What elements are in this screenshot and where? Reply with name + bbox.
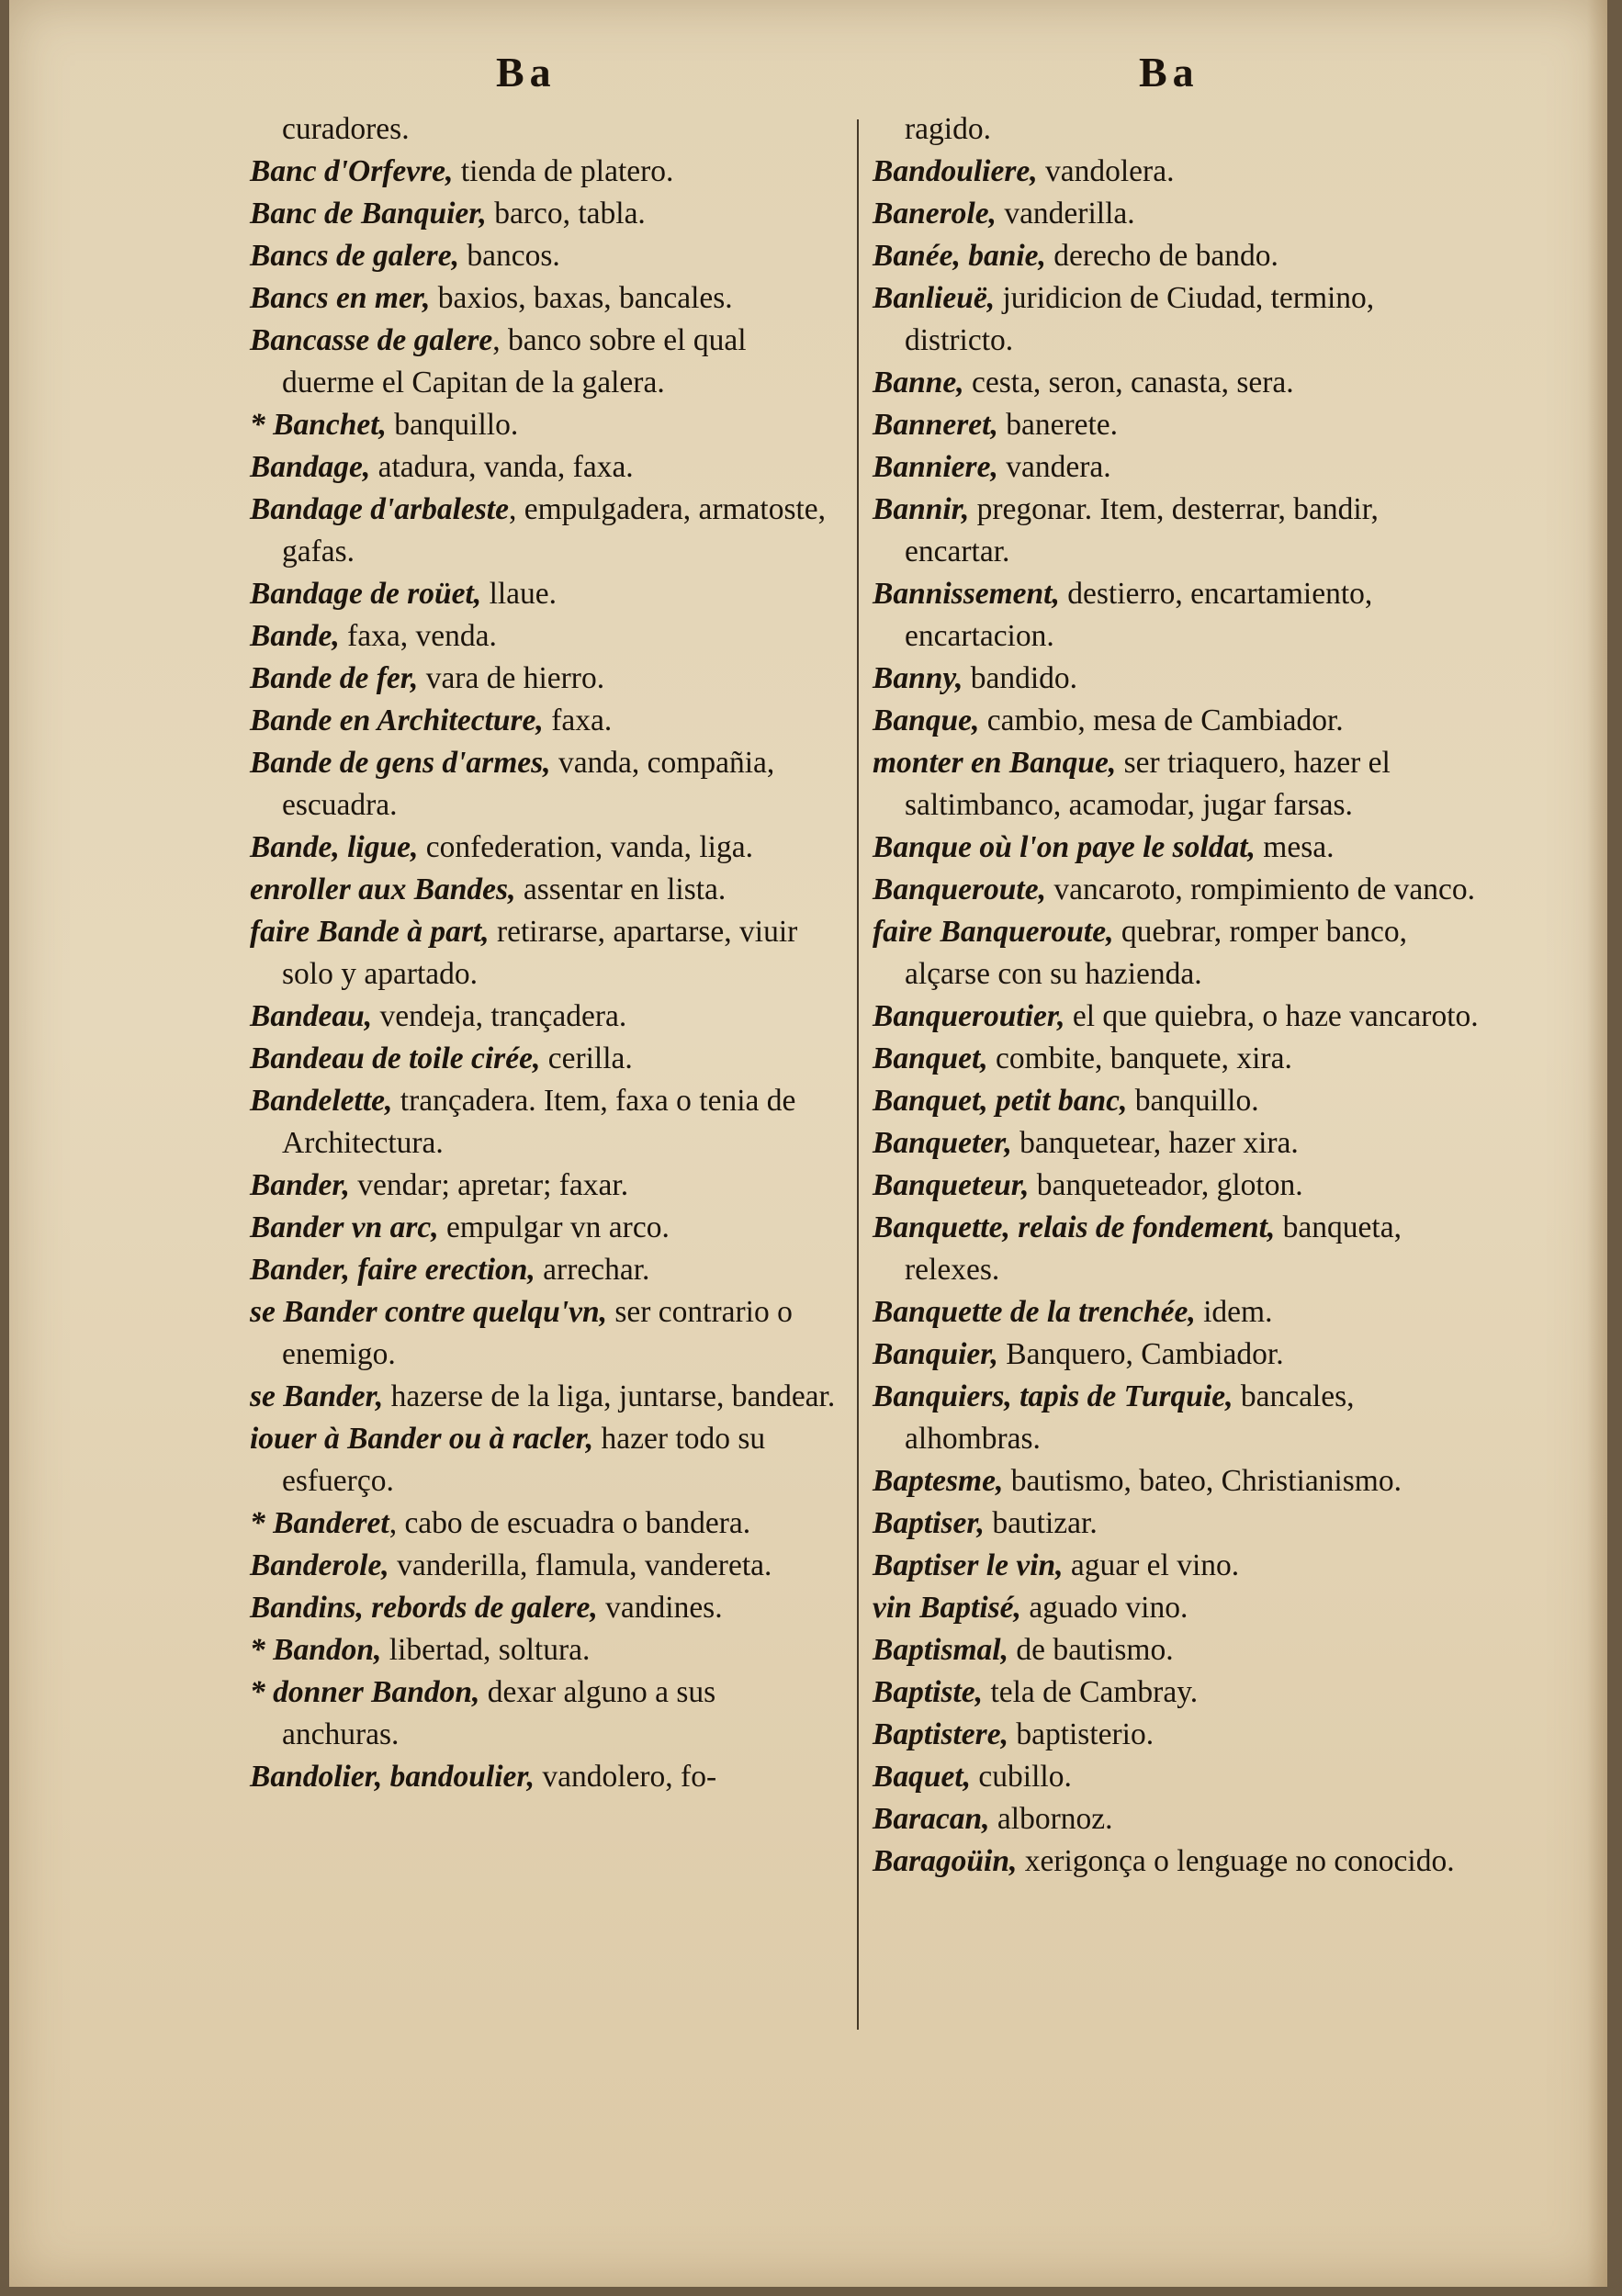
entry-definition: vendar; apretar; faxar. — [349, 1168, 629, 1202]
entry-headword: Bandouliere, — [873, 154, 1038, 188]
dictionary-entry — [250, 1080, 838, 1165]
entry-definition: dexar alguno a sus anchuras. — [282, 1675, 716, 1751]
entry-headword: Bannissement, — [873, 577, 1060, 611]
entry-headword: * Bandon, — [250, 1633, 382, 1667]
entry-definition: tela de Cambray. — [983, 1675, 1199, 1709]
dictionary-entry — [873, 573, 1479, 658]
entry-headword: Bandage, — [250, 450, 371, 484]
entry-headword: Baptiste, — [873, 1675, 984, 1709]
entry-headword: vin Baptisé, — [873, 1591, 1021, 1625]
entry-headword: Banquette de la trenchée, — [873, 1295, 1196, 1329]
dictionary-entry — [250, 1249, 838, 1291]
entry-definition: vandera. — [997, 450, 1111, 484]
dictionary-entry — [873, 404, 1479, 446]
entry-headword: faire Bande à part, — [250, 915, 490, 949]
dictionary-entry — [250, 404, 838, 446]
entry-headword: Baptesme, — [873, 1464, 1004, 1498]
entry-definition: derecho de bando. — [1045, 239, 1278, 273]
entry-headword: Bande de fer, — [250, 661, 419, 695]
dictionary-entry — [873, 1545, 1479, 1587]
entry-definition: xerigonça o lenguage no conocido. — [1017, 1844, 1455, 1878]
entry-definition: vandolero, fo- — [534, 1760, 717, 1794]
entry-definition: ser contrario o enemigo. — [282, 1295, 793, 1371]
entry-headword: Banque, — [873, 703, 980, 737]
entry-definition: tienda de platero. — [453, 154, 674, 188]
entry-definition: quebrar, romper banco, alçarse con su hazienda. — [905, 915, 1408, 991]
dictionary-entry — [873, 1122, 1479, 1165]
dictionary-entry — [873, 489, 1479, 573]
dictionary-entry — [250, 615, 838, 658]
dictionary-entry — [873, 658, 1479, 700]
entry-headword: Banerole, — [873, 197, 997, 231]
column-divider — [857, 119, 859, 2030]
entry-continuation: ragido. — [905, 112, 991, 146]
entry-definition: idem. — [1195, 1295, 1273, 1329]
entry-definition: banquillo. — [386, 408, 519, 442]
right-column — [873, 108, 1479, 1883]
entry-definition: barco, tabla. — [486, 197, 646, 231]
entry-headword: Banny, — [873, 661, 963, 695]
dictionary-entry — [250, 1038, 838, 1080]
dictionary-entry — [873, 700, 1479, 742]
dictionary-entry — [873, 446, 1479, 489]
dictionary-entry — [250, 151, 838, 193]
entry-definition: mesa. — [1255, 830, 1335, 864]
entry-headword: Bancs en mer, — [250, 281, 431, 315]
dictionary-entry — [250, 235, 838, 277]
dictionary-entry — [250, 1291, 838, 1376]
dictionary-entry — [250, 446, 838, 489]
entry-headword: Banneret, — [873, 408, 998, 442]
entry-headword: Bancasse de galere — [250, 323, 493, 357]
entry-definition: libertad, soltura. — [381, 1633, 591, 1667]
entry-headword: Bande, ligue, — [250, 830, 419, 864]
entry-headword: Baquet, — [873, 1760, 972, 1794]
entry-definition: faxa, venda. — [339, 619, 497, 653]
entry-definition: destierro, encartamiento, encartacion. — [905, 577, 1373, 653]
entry-headword: Banniere, — [873, 450, 998, 484]
entry-definition: aguar el vino. — [1063, 1548, 1240, 1582]
entry-definition: bautizar. — [984, 1506, 1098, 1540]
dictionary-entry — [250, 827, 838, 869]
dictionary-entry — [250, 1545, 838, 1587]
dictionary-entry — [250, 1587, 838, 1629]
entry-definition: vanda, compañia, escuadra. — [282, 746, 775, 822]
entry-headword: Banc d'Orfevre, — [250, 154, 454, 188]
entry-definition: , cabo de escuadra o bandera. — [389, 1506, 751, 1540]
entry-headword: Bancs de galere, — [250, 239, 459, 273]
entry-headword: Banquier, — [873, 1337, 998, 1371]
dictionary-entry — [873, 1798, 1479, 1840]
dictionary-entry — [873, 1038, 1479, 1080]
entry-headword: Bandeau de toile cirée, — [250, 1041, 541, 1075]
dictionary-entry — [873, 108, 1479, 151]
entry-definition: bandido. — [963, 661, 1078, 695]
entry-headword: Baptismal, — [873, 1633, 1008, 1667]
left-column — [250, 108, 838, 1798]
dictionary-entry — [250, 911, 838, 996]
entry-definition: baptisterio. — [1008, 1717, 1155, 1751]
entry-headword: Bandage d'arbaleste — [250, 492, 509, 526]
entry-definition: hazerse de la liga, juntarse, bandear. — [383, 1379, 836, 1413]
entry-definition: banerete. — [997, 408, 1119, 442]
entry-definition: cubillo. — [971, 1760, 1072, 1794]
entry-definition: cerilla. — [540, 1041, 633, 1075]
entry-headword: enroller aux Bandes, — [250, 872, 516, 906]
running-header-right: Ba — [1139, 49, 1200, 96]
entry-headword: Baptistere, — [873, 1717, 1008, 1751]
entry-headword: se Bander, — [250, 1379, 384, 1413]
running-header-left: Ba — [496, 49, 557, 96]
entry-headword: * Banderet — [250, 1506, 389, 1540]
entry-headword: Banée, banie, — [873, 239, 1046, 273]
entry-headword: Banqueteur, — [873, 1168, 1030, 1202]
dictionary-entry — [250, 658, 838, 700]
entry-headword: Bandins, rebords de galere, — [250, 1591, 598, 1625]
entry-definition: combite, banquete, xira. — [987, 1041, 1292, 1075]
entry-headword: Bande de gens d'armes, — [250, 746, 551, 780]
entry-definition: Banquero, Cambiador. — [997, 1337, 1284, 1371]
entry-headword: Baragoüin, — [873, 1844, 1018, 1878]
entry-headword: Bandage de roüet, — [250, 577, 482, 611]
entry-definition: cesta, seron, canasta, sera. — [963, 366, 1294, 400]
entry-definition: retirarse, apartarse, viuir solo y apartado. — [282, 915, 798, 991]
entry-definition: assentar en lista. — [515, 872, 727, 906]
entry-definition: , banco sobre el qual duerme el Capitan de la galera. — [282, 323, 747, 400]
entry-definition: de bautismo. — [1008, 1633, 1174, 1667]
entry-definition: pregonar. Item, desterrar, bandir, encartar. — [905, 492, 1379, 568]
entry-headword: * Banchet, — [250, 408, 387, 442]
entry-definition: bancos. — [458, 239, 560, 273]
entry-definition: faxa. — [543, 703, 613, 737]
dictionary-entry — [873, 1587, 1479, 1629]
entry-headword: Banne, — [873, 366, 964, 400]
dictionary-entry — [873, 1080, 1479, 1122]
entry-definition: cambio, mesa de Cambiador. — [979, 703, 1344, 737]
entry-definition: vandolera. — [1037, 154, 1175, 188]
entry-definition: juridicion de Ciudad, termino, districto. — [905, 281, 1375, 357]
dictionary-entry — [250, 193, 838, 235]
entry-definition: baxios, baxas, bancales. — [430, 281, 733, 315]
entry-headword: * donner Bandon, — [250, 1675, 480, 1709]
dictionary-entry — [873, 235, 1479, 277]
dictionary-entry — [250, 869, 838, 911]
entry-headword: Baracan, — [873, 1802, 990, 1836]
entry-definition: arrechar. — [535, 1253, 650, 1287]
dictionary-entry — [873, 1376, 1479, 1460]
entry-definition: banquillo. — [1127, 1084, 1259, 1118]
entry-definition: ser triaquero, hazer el saltimbanco, acamodar, jugar farsas. — [905, 746, 1391, 822]
entry-headword: Banqueroutier, — [873, 999, 1065, 1033]
entry-headword: Banqueroute, — [873, 872, 1046, 906]
entry-headword: Baptiser, — [873, 1506, 985, 1540]
entry-definition: atadura, vanda, faxa. — [370, 450, 634, 484]
dictionary-entry — [873, 1460, 1479, 1503]
entry-headword: Bander vn arc, — [250, 1210, 439, 1244]
dictionary-entry — [250, 1418, 838, 1503]
entry-headword: Bande en Architecture, — [250, 703, 544, 737]
dictionary-entry — [873, 1334, 1479, 1376]
dictionary-entry — [873, 996, 1479, 1038]
entry-definition: bautismo, bateo, Christianismo. — [1003, 1464, 1402, 1498]
dictionary-entry — [873, 1714, 1479, 1756]
entry-headword: Bannir, — [873, 492, 970, 526]
entry-headword: monter en Banque, — [873, 746, 1117, 780]
entry-definition: banquetear, hazer xira. — [1011, 1126, 1299, 1160]
entry-definition: trançadera. Item, faxa o tenia de Architectura. — [282, 1084, 796, 1160]
dictionary-entry — [873, 911, 1479, 996]
dictionary-entry — [873, 742, 1479, 827]
dictionary-entry — [873, 1756, 1479, 1798]
dictionary-entry — [250, 1671, 838, 1756]
dictionary-entry — [250, 1756, 838, 1798]
dictionary-entry — [250, 1503, 838, 1545]
dictionary-entry — [250, 320, 838, 404]
entry-headword: Bandeau, — [250, 999, 373, 1033]
entry-headword: Bander, — [250, 1168, 350, 1202]
entry-definition: vendeja, trançadera. — [372, 999, 627, 1033]
dictionary-entry — [250, 108, 838, 151]
dictionary-entry — [250, 573, 838, 615]
dictionary-entry — [873, 827, 1479, 869]
entry-definition: confederation, vanda, liga. — [418, 830, 753, 864]
entry-headword: Banque où l'on paye le soldat, — [873, 830, 1256, 864]
entry-headword: Banlieuë, — [873, 281, 996, 315]
dictionary-entry — [873, 1840, 1479, 1883]
dictionary-page — [9, 0, 1607, 2287]
entry-headword: Banqueter, — [873, 1126, 1012, 1160]
dictionary-entry — [873, 1165, 1479, 1207]
dictionary-entry — [250, 742, 838, 827]
entry-definition: hazer todo su esfuerço. — [282, 1422, 766, 1498]
dictionary-entry — [250, 277, 838, 320]
dictionary-entry — [873, 1671, 1479, 1714]
dictionary-entry — [250, 489, 838, 573]
dictionary-entry — [873, 151, 1479, 193]
dictionary-entry — [250, 1629, 838, 1671]
entry-definition: , empulgadera, armatoste, gafas. — [282, 492, 827, 568]
dictionary-entry — [250, 996, 838, 1038]
entry-headword: Banc de Banquier, — [250, 197, 487, 231]
dictionary-entry — [873, 1503, 1479, 1545]
page-edge-shadow — [1587, 0, 1607, 2287]
entry-headword: Banquet, — [873, 1041, 988, 1075]
dictionary-entry — [250, 1165, 838, 1207]
dictionary-entry — [873, 1207, 1479, 1291]
entry-headword: iouer à Bander ou à racler, — [250, 1422, 594, 1456]
entry-headword: Banquiers, tapis de Turquie, — [873, 1379, 1233, 1413]
entry-continuation: curadores. — [282, 112, 410, 146]
entry-definition: empulgar vn arco. — [438, 1210, 670, 1244]
entry-headword: Banderole, — [250, 1548, 389, 1582]
entry-definition: vara de hierro. — [418, 661, 605, 695]
entry-definition: banqueteador, gloton. — [1029, 1168, 1303, 1202]
entry-headword: Baptiser le vin, — [873, 1548, 1064, 1582]
dictionary-entry — [873, 193, 1479, 235]
dictionary-entry — [250, 700, 838, 742]
dictionary-entry — [250, 1207, 838, 1249]
entry-headword: Bandelette, — [250, 1084, 393, 1118]
dictionary-entry — [873, 277, 1479, 362]
dictionary-entry — [873, 869, 1479, 911]
entry-definition: vanderilla. — [996, 197, 1135, 231]
entry-headword: faire Banqueroute, — [873, 915, 1114, 949]
entry-headword: Bander, faire erection, — [250, 1253, 535, 1287]
dictionary-entry — [250, 1376, 838, 1418]
entry-definition: albornoz. — [989, 1802, 1113, 1836]
entry-headword: se Bander contre quelqu'vn, — [250, 1295, 607, 1329]
entry-headword: Bande, — [250, 619, 340, 653]
dictionary-entry — [873, 1629, 1479, 1671]
entry-definition: llaue. — [481, 577, 558, 611]
entry-definition: vandines. — [597, 1591, 723, 1625]
entry-headword: Bandolier, bandoulier, — [250, 1760, 535, 1794]
entry-headword: Banquette, relais de fondement, — [873, 1210, 1276, 1244]
entry-definition: vanderilla, flamula, vandereta. — [389, 1548, 772, 1582]
entry-definition: el que quiebra, o haze vancaroto. — [1064, 999, 1479, 1033]
dictionary-entry — [873, 362, 1479, 404]
entry-definition: aguado vino. — [1020, 1591, 1188, 1625]
entry-definition: vancaroto, rompimiento de vanco. — [1045, 872, 1475, 906]
entry-definition: banqueta, relexes. — [905, 1210, 1402, 1287]
entry-definition: bancales, alhombras. — [905, 1379, 1355, 1456]
entry-headword: Banquet, petit banc, — [873, 1084, 1128, 1118]
dictionary-entry — [873, 1291, 1479, 1334]
